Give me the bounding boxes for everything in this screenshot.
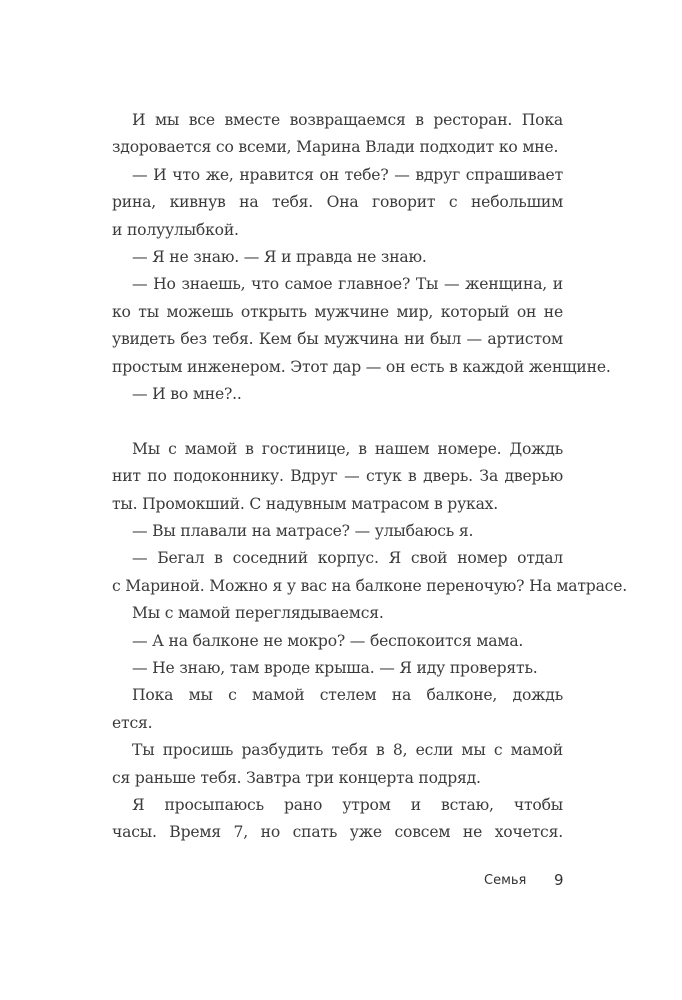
paragraph-line: здоровается со всеми, Марина Влади подходит ко мне. (112, 138, 559, 157)
paragraph-line: ся раньше тебя. Завтра три концерта подряд. (112, 768, 481, 787)
paragraph-line: ется. (112, 713, 153, 732)
paragraph-line: ко ты можешь открыть мужчине мир, который он не (112, 302, 563, 321)
paragraph-first-line: — Но знаешь, что самое главное? Ты — женщина, и (132, 275, 563, 294)
paragraph-line: рина, кивнув на тебя. Она говорит с небольшим (112, 193, 563, 212)
paragraph-first-line: Пока мы с мамой стелем на балконе, дождь (132, 686, 563, 705)
paragraph-first-line: Мы с мамой переглядываемся. (132, 604, 384, 623)
running-title: Семья (484, 873, 527, 888)
paragraph-line: простым инженером. Этот дар — он есть в каждой женщине. (112, 357, 611, 376)
paragraph-line: увидеть без тебя. Кем бы мужчина ни был — артистом (112, 330, 563, 349)
paragraph-line: нит по подоконнику. Вдруг — стук в дверь. За дверью (112, 467, 563, 486)
paragraph-first-line: И мы все вместе возвращаемся в ресторан. Пока (132, 111, 563, 129)
paragraph-first-line: — Не знаю, там вроде крыша. — Я иду проверять. (132, 659, 538, 677)
page-number: 9 (554, 871, 564, 889)
paragraph-line: ты. Промокший. С надувным матрасом в руках. (112, 494, 499, 513)
paragraph-first-line: — И что же, нравится он тебе? — вдруг спрашивает (132, 165, 563, 184)
paragraph-first-line: Я просыпаюсь рано утром и встаю, чтобы (132, 796, 563, 814)
paragraph-line: часы. Время 7, но спать уже совсем не хочется. (112, 823, 563, 842)
paragraph-first-line: Мы с мамой в гостинице, в нашем номере. Дождь (132, 439, 563, 458)
paragraph-first-line: Ты просишь разбудить тебя в 8, если мы с мамой (132, 741, 563, 760)
paragraph-line: с Мариной. Можно я у вас на балконе переночую? На матрасе. (112, 576, 627, 595)
paragraph-first-line: — Я не знаю. — Я и правда не знаю. (132, 248, 427, 266)
paragraph-first-line: — Вы плавали на матрасе? — улыбаюсь я. (132, 522, 474, 540)
paragraph-first-line: — И во мне?.. (132, 385, 242, 403)
paragraph-first-line: — Бегал в соседний корпус. Я свой номер отдал (132, 549, 563, 568)
paragraph-line: и полуулыбкой. (112, 220, 239, 239)
paragraph-first-line: — А на балконе не мокро? — беспокоится мама. (132, 631, 524, 650)
